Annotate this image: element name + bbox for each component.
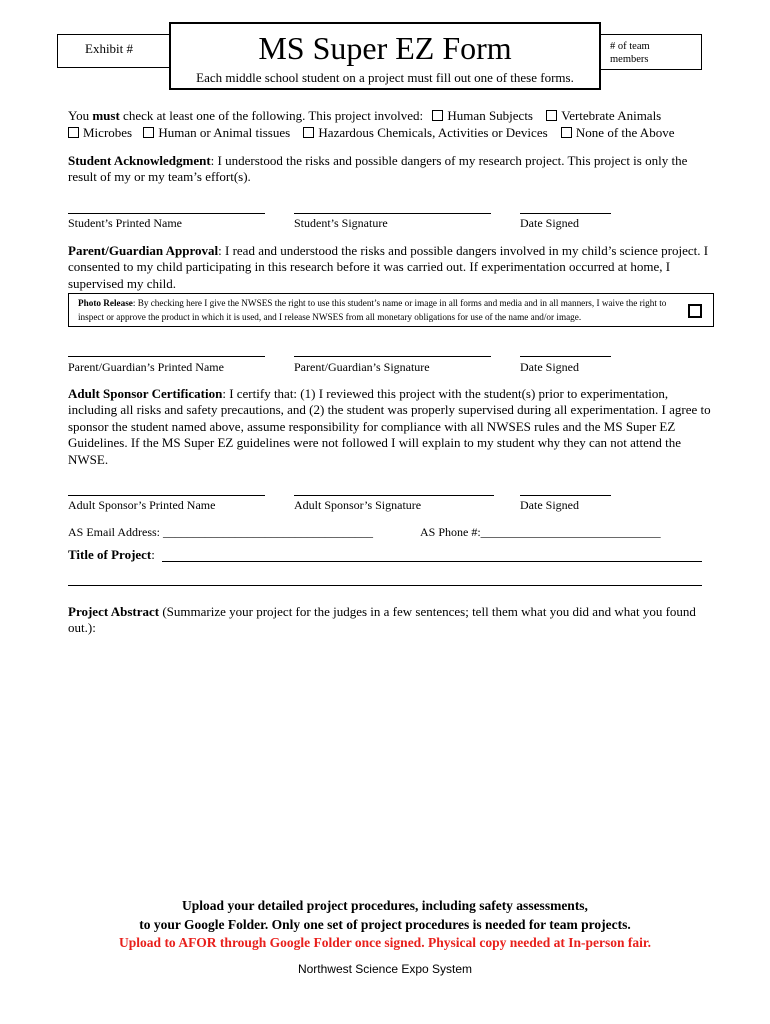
checkbox-microbes[interactable]: Microbes (68, 125, 132, 140)
sponsor-text: : I certify that: (1) I reviewed this project with the student(s) prior to experimentation, including all risks and safety precautions, and (2) the student was properly supervised during all experimentation. I agree to sponsor the student named above, assume responsibility for compliance with all NWSES rules and the MS Super EZ Guidelines. If the MS Super EZ guidelines were not followed I will explain to my student why they can not attend the NWSE. (68, 386, 711, 467)
upload-instructions (0, 897, 770, 953)
checkbox-human-animal-tissues[interactable]: Human or Animal tissues (143, 125, 290, 140)
form-subtitle: Each middle school student on a project must fill out one of these forms. (196, 70, 574, 85)
team-members-box[interactable] (600, 34, 702, 70)
parent-signature-field[interactable] (294, 356, 491, 357)
student-date-field[interactable] (520, 213, 611, 214)
sponsor-printed-name-label: Adult Sponsor’s Printed Name (68, 498, 216, 512)
exhibit-label: Exhibit # (85, 41, 134, 56)
must-emphasis: must (92, 108, 120, 123)
student-printed-name-label: Student’s Printed Name (68, 216, 182, 230)
checkbox-icon (303, 127, 314, 138)
photo-release-checkbox[interactable] (688, 304, 702, 318)
photo-release-box (68, 293, 714, 327)
project-abstract (68, 604, 708, 637)
organization-footer: Northwest Science Expo System (297, 962, 473, 976)
abstract-instructions: (Summarize your project for the judges in a few sentences; tell them what you did and what you found out.): (68, 604, 696, 636)
student-text: : I understood the risks and possible dangers of my research project. This project is only the result of my or my team’s effort(s). (68, 153, 688, 185)
checkbox-none-of-above[interactable]: None of the Above (561, 125, 675, 140)
parent-signature-label: Parent/Guardian’s Signature (294, 360, 430, 374)
checkbox-icon (561, 127, 572, 138)
checkbox-human-subjects[interactable]: Human Subjects (432, 108, 533, 123)
abstract-area[interactable] (68, 640, 708, 890)
upload-line-3: Upload to AFOR through Google Folder once signed. Physical copy needed at In-person fair. (119, 935, 651, 950)
parent-approval (68, 243, 710, 292)
project-title-field-line-2[interactable] (68, 585, 702, 586)
sponsor-date-label: Date Signed (520, 498, 579, 512)
sponsor-printed-name-field[interactable] (68, 495, 265, 496)
student-signature-field[interactable] (294, 213, 491, 214)
parent-heading: Parent/Guardian Approval (68, 243, 219, 258)
form-title-box (169, 22, 601, 90)
parent-printed-name-field[interactable] (68, 356, 265, 357)
upload-line-2: to your Google Folder. Only one set of project procedures is needed for team projects. (139, 916, 631, 932)
sponsor-heading: Adult Sponsor Certification (68, 386, 223, 401)
sponsor-date-field[interactable] (520, 495, 611, 496)
form-title: MS Super EZ Form (258, 30, 512, 66)
upload-line-1: Upload your detailed project procedures, including safety assessments, (182, 898, 588, 913)
student-heading: Student Acknowledgment (68, 153, 211, 168)
parent-date-label: Date Signed (520, 360, 579, 374)
parent-date-field[interactable] (520, 356, 611, 357)
project-title-field[interactable] (162, 561, 702, 562)
involvement-section: You must check at least one of the following. This project involved: Human Subjects Vertebrate Animals Microbes Human or Animal tissues Hazardous Chemicals, Activities or Devices None of the Above (68, 108, 675, 140)
checkbox-vertebrate-animals[interactable]: Vertebrate Animals (546, 108, 661, 123)
abstract-heading: Project Abstract (68, 604, 160, 619)
sponsor-email-field[interactable]: AS Email Address: ___________________________________ (68, 525, 373, 539)
photo-release-text: Photo Release: By checking here I give the NWSES the right to use this student’s name or image in all forms and media and in all manners, I waive the right to inspect or approve the product in which it is used, and I release NWSES from all monetary obligations for use of the name and/or image. (78, 298, 667, 322)
sponsor-signature-field[interactable] (294, 495, 494, 496)
parent-text: : I read and understood the risks and possible dangers involved in my child’s science project. I consented to my child participating in this research before it was carried out. If experimentation occurred at home, I supervised my child. (68, 243, 709, 291)
student-acknowledgment (68, 153, 718, 186)
checkbox-icon (546, 110, 557, 121)
team-members-label: # of team members (610, 41, 650, 65)
checkbox-hazardous[interactable]: Hazardous Chemicals, Activities or Devices (303, 125, 547, 140)
sponsor-phone-field[interactable]: AS Phone #:______________________________ (420, 525, 661, 539)
student-printed-name-field[interactable] (68, 213, 265, 214)
checkbox-icon (432, 110, 443, 121)
project-title-label: Title of Project: (68, 547, 155, 562)
checkbox-icon (68, 127, 79, 138)
student-signature-label: Student’s Signature (294, 216, 388, 230)
parent-printed-name-label: Parent/Guardian’s Printed Name (68, 360, 224, 374)
involvement-intro: check at least one of the following. This project involved: (119, 108, 424, 123)
sponsor-certification (68, 386, 713, 468)
student-date-label: Date Signed (520, 216, 579, 230)
sponsor-signature-label: Adult Sponsor’s Signature (294, 498, 422, 512)
exhibit-number-box[interactable] (57, 34, 170, 68)
checkbox-icon (143, 127, 154, 138)
